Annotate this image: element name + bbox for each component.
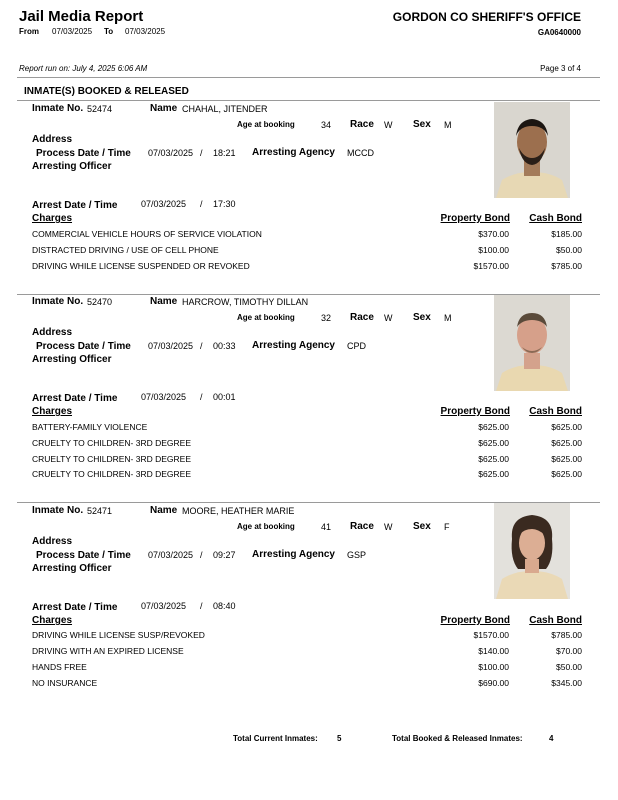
agency-label: Arresting Agency (252, 549, 335, 560)
inmate-no: 52470 (87, 297, 113, 307)
charge-property-bond: $625.00 (478, 438, 509, 448)
charge-property-bond: $690.00 (478, 678, 509, 688)
age-value: 41 (321, 522, 332, 532)
cash-bond-header: Cash Bond (529, 406, 582, 417)
header-divider (17, 77, 600, 78)
process-slash: / (200, 148, 203, 158)
sex-label: Sex (413, 119, 431, 130)
from-label: From (19, 27, 39, 36)
age-value: 32 (321, 313, 332, 323)
charge-property-bond: $625.00 (478, 469, 509, 479)
process-date: 07/03/2025 (148, 148, 194, 158)
mugshot-photo (494, 295, 570, 391)
charge-desc: HANDS FREE (32, 662, 87, 672)
agency-value: MCCD (347, 148, 374, 158)
agency-value: CPD (347, 341, 367, 351)
charge-property-bond: $370.00 (478, 229, 509, 239)
process-slash: / (200, 550, 203, 560)
process-date: 07/03/2025 (148, 341, 194, 351)
mugshot-photo (494, 102, 570, 198)
total-booked-value: 4 (549, 734, 554, 743)
arrest-label: Arrest Date / Time (32, 602, 118, 613)
race-label: Race (350, 119, 374, 130)
charge-cash-bond: $785.00 (551, 261, 582, 271)
process-label: Process Date / Time (36, 341, 131, 352)
charge-cash-bond: $185.00 (551, 229, 582, 239)
page-number: Page 3 of 4 (540, 64, 581, 73)
charges-header: Charges (32, 213, 73, 224)
race-label: Race (350, 521, 374, 532)
charge-property-bond: $1570.00 (473, 261, 509, 271)
sex-label: Sex (413, 521, 431, 532)
charges-header: Charges (32, 406, 73, 417)
total-booked-label: Total Booked & Released Inmates: (392, 734, 523, 743)
report-title: Jail Media Report (19, 8, 144, 25)
sex-value: F (444, 522, 450, 532)
race-label: Race (350, 312, 374, 323)
arrest-slash: / (200, 601, 203, 611)
total-current-label: Total Current Inmates: (233, 734, 318, 743)
officer-label: Arresting Officer (32, 161, 112, 172)
agency-label: Arresting Agency (252, 340, 335, 351)
charge-cash-bond: $625.00 (551, 422, 582, 432)
total-current-value: 5 (337, 734, 342, 743)
process-label: Process Date / Time (36, 550, 131, 561)
process-time: 00:33 (213, 341, 236, 351)
age-label: Age at booking (237, 120, 295, 129)
property-bond-header: Property Bond (440, 213, 510, 224)
name-label: Name (150, 103, 178, 114)
name-label: Name (150, 505, 178, 516)
agency-name: GORDON CO SHERIFF'S OFFICE (392, 10, 581, 24)
process-time: 09:27 (213, 550, 236, 560)
age-label: Age at booking (237, 313, 295, 322)
process-label: Process Date / Time (36, 148, 131, 159)
to-label: To (104, 27, 114, 36)
process-slash: / (200, 341, 203, 351)
charge-desc: NO INSURANCE (32, 678, 98, 688)
charges-header: Charges (32, 615, 73, 626)
race-value: W (384, 313, 393, 323)
age-value: 34 (321, 120, 332, 130)
from-date: 07/03/2025 (52, 27, 93, 36)
arrest-slash: / (200, 392, 203, 402)
charge-property-bond: $1570.00 (473, 630, 509, 640)
charge-property-bond: $100.00 (478, 662, 509, 672)
charge-desc: DRIVING WITH AN EXPIRED LICENSE (32, 646, 184, 656)
charge-desc: DRIVING WHILE LICENSE SUSPENDED OR REVOKED (32, 261, 250, 271)
charge-cash-bond: $50.00 (556, 662, 582, 672)
officer-label: Arresting Officer (32, 563, 112, 574)
process-date: 07/03/2025 (148, 550, 194, 560)
sex-value: M (444, 120, 452, 130)
arrest-label: Arrest Date / Time (32, 393, 118, 404)
arrest-label: Arrest Date / Time (32, 200, 118, 211)
charge-desc: DRIVING WHILE LICENSE SUSP/REVOKED (32, 630, 205, 640)
arrest-slash: / (200, 199, 203, 209)
property-bond-header: Property Bond (440, 406, 510, 417)
officer-label: Arresting Officer (32, 354, 112, 365)
arrest-time: 00:01 (213, 392, 236, 402)
race-value: W (384, 120, 393, 130)
arrest-date: 07/03/2025 (141, 392, 187, 402)
charge-cash-bond: $785.00 (551, 630, 582, 640)
to-date: 07/03/2025 (125, 27, 166, 36)
charge-cash-bond: $625.00 (551, 469, 582, 479)
age-label: Age at booking (237, 522, 295, 531)
cash-bond-header: Cash Bond (529, 615, 582, 626)
sex-label: Sex (413, 312, 431, 323)
inmate-name: MOORE, HEATHER MARIE (182, 506, 295, 516)
address-label: Address (32, 536, 73, 547)
cash-bond-header: Cash Bond (529, 213, 582, 224)
agency-value: GSP (347, 550, 367, 560)
inmate-no-label: Inmate No. (32, 296, 84, 307)
address-label: Address (32, 327, 73, 338)
inmate-name: HARCROW, TIMOTHY DILLAN (182, 297, 309, 307)
process-time: 18:21 (213, 148, 236, 158)
ori-code: GA0640000 (537, 28, 581, 37)
inmate-no: 52471 (87, 506, 113, 516)
charge-cash-bond: $70.00 (556, 646, 582, 656)
arrest-date: 07/03/2025 (141, 601, 187, 611)
inmate-no: 52474 (87, 104, 113, 114)
property-bond-header: Property Bond (440, 615, 510, 626)
arrest-date: 07/03/2025 (141, 199, 187, 209)
section-divider (17, 100, 600, 101)
charge-desc: CRUELTY TO CHILDREN- 3RD DEGREE (32, 454, 192, 464)
inmate-no-label: Inmate No. (32, 103, 84, 114)
report-run-on: Report run on: July 4, 2025 6:06 AM (19, 64, 148, 73)
sex-value: M (444, 313, 452, 323)
arrest-time: 17:30 (213, 199, 236, 209)
charge-desc: BATTERY-FAMILY VIOLENCE (32, 422, 148, 432)
charge-cash-bond: $50.00 (556, 245, 582, 255)
arrest-time: 08:40 (213, 601, 236, 611)
section-title: INMATE(S) BOOKED & RELEASED (24, 86, 189, 97)
charge-desc: COMMERCIAL VEHICLE HOURS OF SERVICE VIOLATION (32, 229, 262, 239)
charge-cash-bond: $625.00 (551, 438, 582, 448)
charge-cash-bond: $625.00 (551, 454, 582, 464)
name-label: Name (150, 296, 178, 307)
inmate-no-label: Inmate No. (32, 505, 84, 516)
charge-cash-bond: $345.00 (551, 678, 582, 688)
charge-property-bond: $625.00 (478, 422, 509, 432)
race-value: W (384, 522, 393, 532)
charge-property-bond: $625.00 (478, 454, 509, 464)
inmate-name: CHAHAL, JITENDER (182, 104, 268, 114)
charge-property-bond: $140.00 (478, 646, 509, 656)
address-label: Address (32, 134, 73, 145)
charge-property-bond: $100.00 (478, 245, 509, 255)
mugshot-photo (494, 503, 570, 599)
charge-desc: DISTRACTED DRIVING / USE OF CELL PHONE (32, 245, 219, 255)
charge-desc: CRUELTY TO CHILDREN- 3RD DEGREE (32, 438, 192, 448)
agency-label: Arresting Agency (252, 147, 335, 158)
charge-desc: CRUELTY TO CHILDREN- 3RD DEGREE (32, 469, 192, 479)
